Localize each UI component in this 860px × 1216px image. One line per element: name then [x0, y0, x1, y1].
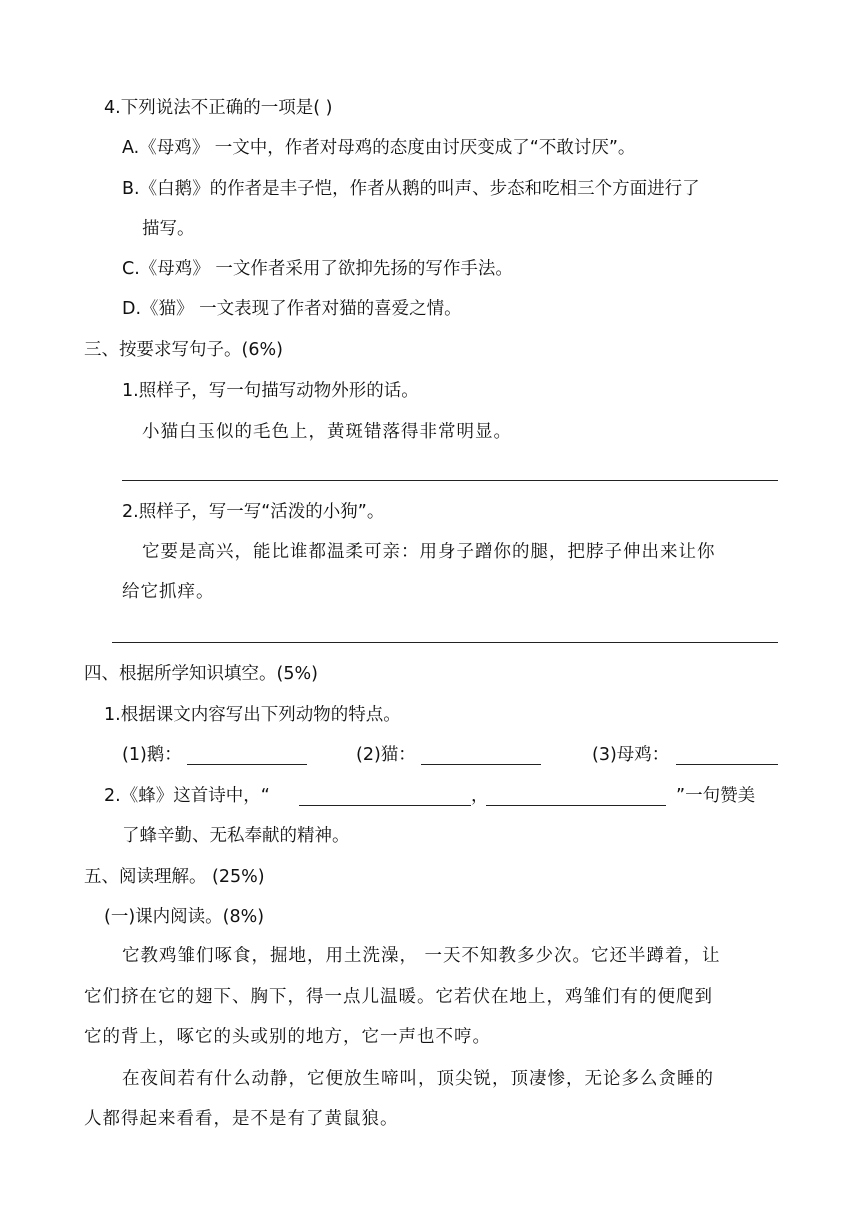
s4-q1-prompt: 1.根据课文内容写出下列动物的特点。	[104, 705, 401, 725]
s4-item-cat: (2)猫：	[356, 745, 416, 765]
s3-q2-example-line1: 它要是高兴，能比谁都温柔可亲：用身子蹭你的腿，把脖子伸出来让你	[142, 542, 716, 562]
s3-q2-prompt: 2.照样子，写一写“活泼的小狗”。	[122, 502, 385, 522]
s5-part1-heading: (一)课内阅读。(8%)	[104, 907, 265, 927]
section3-heading: 三、按要求写句子。(6%)	[84, 340, 283, 360]
s4-blank-hen[interactable]	[676, 746, 778, 765]
q4-option-b-line1: B.《白鹅》的作者是丰子恺，作者从鹅的叫声、步态和吃相三个方面进行了	[122, 179, 700, 199]
s3-q1-example: 小猫白玉似的毛色上，黄斑错落得非常明显。	[142, 422, 512, 442]
s4-blank-cat[interactable]	[421, 746, 541, 765]
q4-stem: 4.下列说法不正确的一项是( )	[104, 98, 333, 118]
s4-q2-comma: ，	[471, 786, 489, 806]
passage-line: 它教鸡雏们啄食，掘地，用土洗澡， 一天不知教多少次。它还半蹲着，让	[122, 946, 721, 966]
q4-option-d: D.《猫》 一文表现了作者对猫的喜爱之情。	[122, 299, 462, 319]
s3-q1-answer-line[interactable]	[122, 480, 778, 481]
q4-option-b-line2: 描写。	[142, 219, 195, 239]
s4-item-hen: (3)母鸡：	[592, 745, 670, 765]
passage-line: 它们挤在它的翅下、胸下，得一点儿温暖。它若伏在地上，鸡雏们有的便爬到	[84, 987, 713, 1007]
s4-q2-suffix: ”一句赞美	[676, 786, 756, 806]
s4-blank-poem-1[interactable]	[299, 787, 471, 806]
s4-blank-poem-2[interactable]	[486, 787, 666, 806]
s3-q1-prompt: 1.照样子，写一句描写动物外形的话。	[122, 381, 419, 401]
s3-q2-example-line2: 给它抓痒。	[122, 582, 215, 602]
q4-option-c: C.《母鸡》 一文作者采用了欲抑先扬的写作手法。	[122, 259, 513, 279]
section5-heading: 五、阅读理解。 (25%)	[84, 867, 265, 887]
passage-line: 在夜间若有什么动静，它便放生啼叫，顶尖锐，顶凄惨，无论多么贪睡的	[122, 1069, 714, 1089]
section4-heading: 四、根据所学知识填空。(5%)	[84, 664, 318, 684]
q4-option-a: A.《母鸡》 一文中，作者对母鸡的态度由讨厌变成了“不敢讨厌”。	[122, 138, 636, 158]
passage-line: 人都得起来看看，是不是有了黄鼠狼。	[84, 1109, 399, 1129]
s4-item-goose: (1)鹅：	[122, 745, 182, 765]
s3-q2-answer-line[interactable]	[112, 642, 778, 643]
s4-q2-line2: 了蜂辛勤、无私奉献的精神。	[122, 826, 350, 846]
s4-q2-prefix: 2.《蜂》这首诗中，“	[104, 786, 270, 806]
passage-line: 它的背上，啄它的头或别的地方，它一声也不哼。	[84, 1027, 491, 1047]
s4-blank-goose[interactable]	[187, 746, 307, 765]
